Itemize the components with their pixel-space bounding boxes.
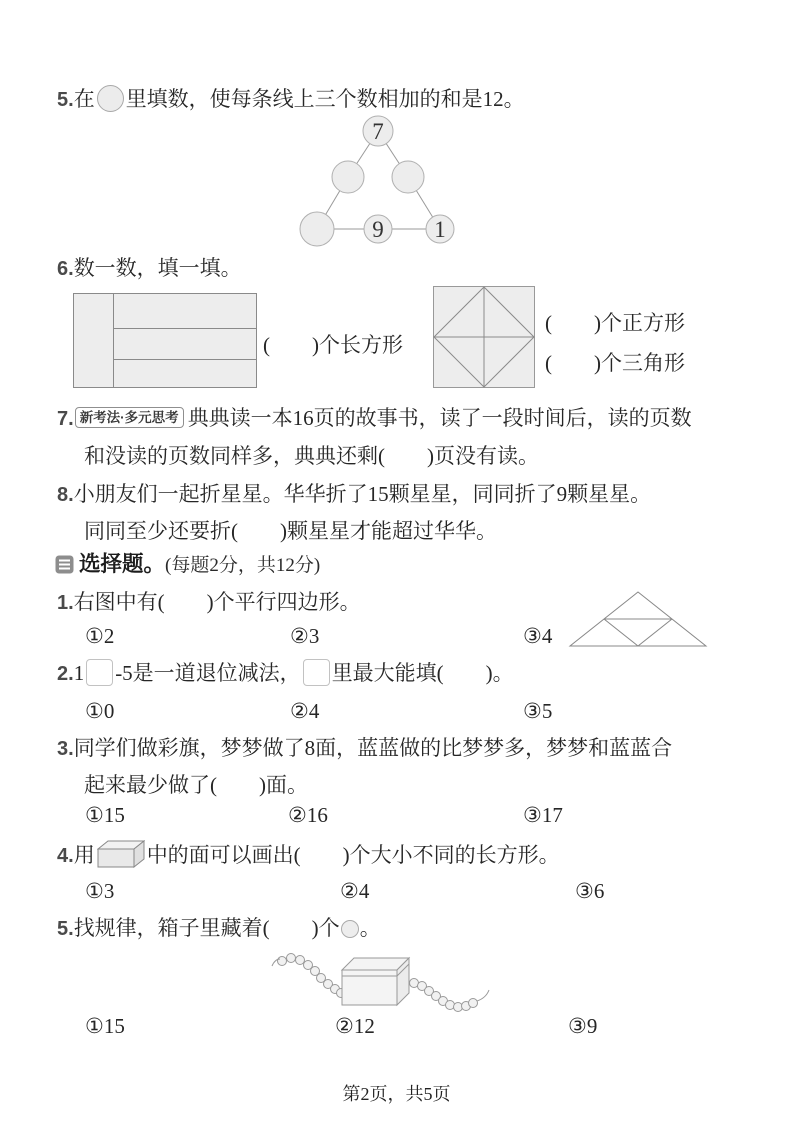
question-text: 典典读一本16页的故事书，读了一段时间后，读的页数 [187,406,692,430]
bead-icon [341,920,359,938]
question-text: 中的面可以画出( )个大小不同的长方形。 [146,843,560,867]
option: ③6 [575,879,605,903]
question-number: 5. [57,918,74,940]
question-text: 1 [73,661,85,685]
blank-box-icon [86,659,113,686]
question-text: 数一数，填一填。 [73,256,242,280]
node-value: 7 [372,119,384,144]
question-text: 小朋友们一起折星星。华华折了15颗星星，同同折了9颗星星。 [73,482,652,506]
choice-4-line [57,839,560,871]
question-text: 里最大能填( )。 [331,661,514,685]
question-text: 用 [73,843,95,867]
question-8-line1 [57,479,651,510]
sum-triangle-diagram [295,108,465,248]
rectangle-figure [73,293,257,388]
question-number: 2. [57,663,74,685]
option: ①2 [85,624,115,648]
option: ②4 [340,879,370,903]
question-text: 里填数，使每条线上三个数相加的和是12。 [125,87,525,111]
option: ③5 [523,699,553,723]
node-value: 1 [434,217,446,242]
square-figure [433,286,535,388]
parallelogram-figure [568,590,708,648]
option: ②12 [335,1014,375,1038]
cuboid-icon [97,839,145,869]
question-number: 4. [57,845,74,867]
blank-box-icon [303,659,330,686]
question-text: 。 [359,916,381,940]
triangle-count-label: ( )个三角形 [545,351,685,375]
question-text: 找规律，箱子里藏着( )个 [73,916,340,940]
question-text: 右图中有( )个平行四边形。 [73,590,361,614]
beads-box-figure [262,945,492,1033]
question-number: 5. [57,89,74,111]
option: ②3 [290,624,320,648]
option: ①3 [85,879,115,903]
option: ③4 [523,624,553,648]
rectangle-count-label: ( )个长方形 [263,333,403,357]
question-6-line [57,253,242,284]
question-7-line1 [57,403,692,434]
choice-3-line1 [57,733,672,764]
option: ③17 [523,803,563,827]
question-number: 6. [57,258,74,280]
square-count-label: ( )个正方形 [545,311,685,335]
section-title: 选择题。 [79,552,166,576]
list-icon [55,555,74,574]
section-subtitle: (每题2分，共12分) [165,555,321,576]
option: ②16 [288,803,328,827]
option: ③9 [568,1014,598,1038]
question-7-line2: 和没读的页数同样多，典典还剩( )页没有读。 [84,444,539,468]
choice-1-line [57,587,361,618]
choice-3-line2: 起来最少做了( )面。 [84,773,308,797]
question-text: -5是一道退位减法， [115,661,301,685]
blank-circle-icon [97,85,124,112]
node-value: 9 [372,217,384,242]
option: ①15 [85,803,125,827]
node-mid-right [392,161,424,193]
question-text: 同学们做彩旗，梦梦做了8面，蓝蓝做的比梦梦多，梦梦和蓝蓝合 [73,736,673,760]
question-number: 8. [57,484,74,506]
question-number: 1. [57,592,74,614]
option: ①0 [85,699,115,723]
question-number: 3. [57,738,74,760]
option: ①15 [85,1014,125,1038]
choice-5-line [57,913,381,944]
option: ②4 [290,699,320,723]
page-footer: 第2页，共5页 [342,1084,451,1104]
question-text: 在 [73,87,95,111]
choice-2-line [57,658,514,689]
new-method-badge: 新考法·多元思考 [75,407,184,428]
node-bottom-left [300,212,334,246]
question-8-line2: 同同至少还要折( )颗星星才能超过华华。 [84,519,497,543]
choice-section-header [55,549,320,581]
question-number: 7. [57,408,74,430]
node-mid-left [332,161,364,193]
